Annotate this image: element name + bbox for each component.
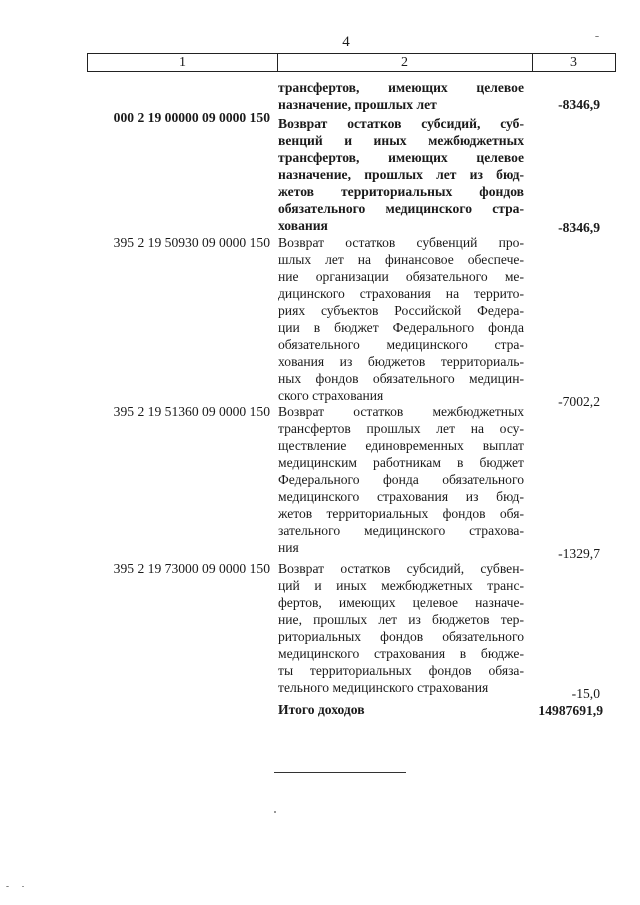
row-description-50930: Возврат остатков субвенций про- шлых лет на финансовое обеспече- ние организации обязательного ме- дицинского страхования на террито- риях субъектов Российской Федера- ции в бюджет Федерального фонда обязательного медицинского стра- хования из бюджетов территориаль- ных фондов обязательного медицин- ского страхования: [278, 235, 524, 403]
scan-speck: [274, 811, 276, 813]
row-value-73000: -15,0: [571, 686, 600, 701]
page-number: 4: [342, 34, 350, 50]
table-header: [87, 53, 616, 72]
row-code-73000: 395 2 19 73000 09 0000 150: [113, 561, 270, 576]
row-value-group: -8346,9: [558, 97, 600, 112]
header-col-1: 1: [88, 54, 278, 71]
row-value-group-2: -8346,9: [558, 220, 600, 235]
row-code-group: 000 2 19 00000 09 0000 150: [113, 110, 270, 125]
row-description-51360: Возврат остатков межбюджетных трансфертов прошлых лет на осу- ществление единовременных выплат медицинским работникам в бюджет Федерального фонда обязательного медицинского страхования из бюд- жетов территориальных фондов обя- зательного медицинского страхова- ния: [278, 404, 524, 555]
total-label: Итого доходов: [278, 702, 365, 717]
row-description-73000: Возврат остатков субсидий, субвен- ций и иных межбюджетных транс- фертов, имеющих целевое назначе- ние, прошлых лет из бюджетов тер- риториальных фондов обязательного медицинского страхования в бюдже- ты территориальных фондов обяза- тельного медицинского страхования: [278, 561, 524, 695]
footnote-divider: [274, 772, 406, 773]
header-col-3: 3: [570, 55, 577, 70]
row-continuation-description: трансфертов, имеющих целевое назначение, прошлых лет: [278, 80, 524, 112]
row-value-50930: -7002,2: [558, 394, 600, 409]
scan-speck: [6, 886, 9, 887]
total-value: 14987691,9: [538, 703, 603, 718]
row-code-51360: 395 2 19 51360 09 0000 150: [113, 404, 270, 419]
header-col-2: 2: [277, 54, 533, 71]
row-value-51360: -1329,7: [558, 546, 600, 561]
scan-speck: [22, 886, 24, 887]
row-code-50930: 395 2 19 50930 09 0000 150: [113, 235, 270, 250]
scan-speck: [595, 36, 599, 37]
row-group-description: Возврат остатков субсидий, суб- венций и иных межбюджетных трансфертов, имеющих целевое назначение, прошлых лет из бюд- жетов территориальных фондов обязательного медицинского стра- хования: [278, 116, 524, 233]
